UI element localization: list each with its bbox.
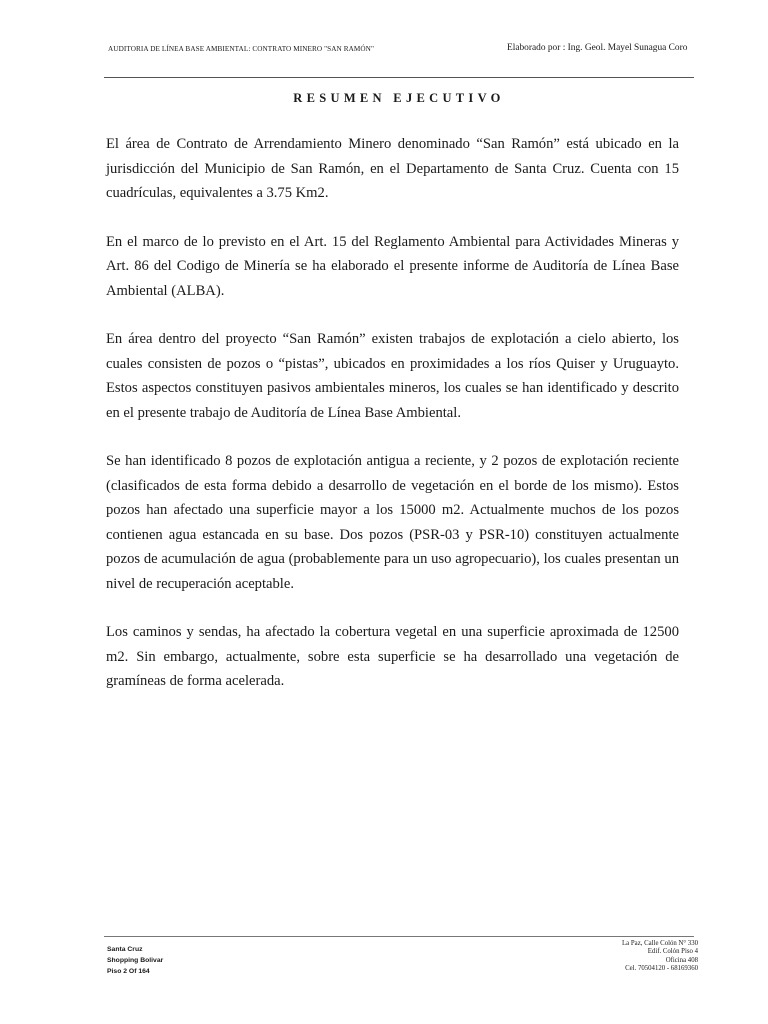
paragraph-wells: Se han identificado 8 pozos de explotación antigua a reciente, y 2 pozos de explotación reciente (clasificados de esta forma debido a desarrollo de vegetación en el borde de los mismo). Estos pozos han afectado una superficie mayor a los 15000 m2. Actualmente muchos de los pozos contienen agua estancada en su base. Dos pozos (PSR-03 y PSR-10) constituyen actualmente pozos de acumulación de agua (probablemente para un uso agropecuario), los cuales presentan un nivel de recuperación aceptable. <box>106 453 679 592</box>
paragraph-project-works: En área dentro del proyecto “San Ramón” existen trabajos de explotación a cielo abierto, los cuales consisten de pozos o “pistas”, ubicados en proximidades a los ríos Quiser y Uruguayto. Estos aspectos constituyen pasivos ambientales mineros, los cuales se han identificado y descrito en el presente trabajo de Auditoría de Línea Base Ambiental. <box>106 331 679 421</box>
document-body <box>106 132 679 718</box>
footer-right-line: Oficina 408 <box>665 956 698 964</box>
footer-right-line: Cel. 70504120 - 68169360 <box>625 965 698 973</box>
footer-left-line: Santa Cruz <box>107 946 143 953</box>
paragraph-roads: Los caminos y sendas, ha afectado la cobertura vegetal en una superficie aproximada de 12500 m2. Sin embargo, actualmente, sobre esta superficie se ha desarrollado una vegetación de gramíneas de forma acelerada. <box>106 624 679 689</box>
footer-address-la-paz <box>622 940 698 974</box>
footer-left-line: Piso 2 Of 164 <box>107 968 150 975</box>
footer-right-line: La Paz, Calle Colón N° 330 <box>622 940 698 947</box>
section-title: RESUMEN EJECUTIVO <box>293 91 505 105</box>
footer-right-line: Edif. Colón Piso 4 <box>647 948 698 956</box>
header-document-title: AUDITORIA DE LÍNEA BASE AMBIENTAL: CONTRATO MINERO "SAN RAMÓN" <box>108 45 374 53</box>
footer-address-santa-cruz <box>107 944 163 977</box>
paragraph-location: El área de Contrato de Arrendamiento Minero denominado “San Ramón” está ubicado en la jurisdicción del Municipio de San Ramón, en el Departamento de Santa Cruz. Cuenta con 15 cuadrículas, equivalentes a 3.75 Km2. <box>106 136 679 201</box>
header-author: Elaborado por : Ing. Geol. Mayel Sunagua Coro <box>507 43 688 53</box>
footer-divider <box>104 936 694 937</box>
paragraph-legal-framework: En el marco de lo previsto en el Art. 15 del Reglamento Ambiental para Actividades Mineras y Art. 86 del Codigo de Minería se ha elaborado el presente informe de Auditoría de Línea Base Ambiental (ALBA). <box>106 233 679 299</box>
header-divider <box>104 77 694 78</box>
footer-left-line: Shopping Bolivar <box>107 957 164 964</box>
